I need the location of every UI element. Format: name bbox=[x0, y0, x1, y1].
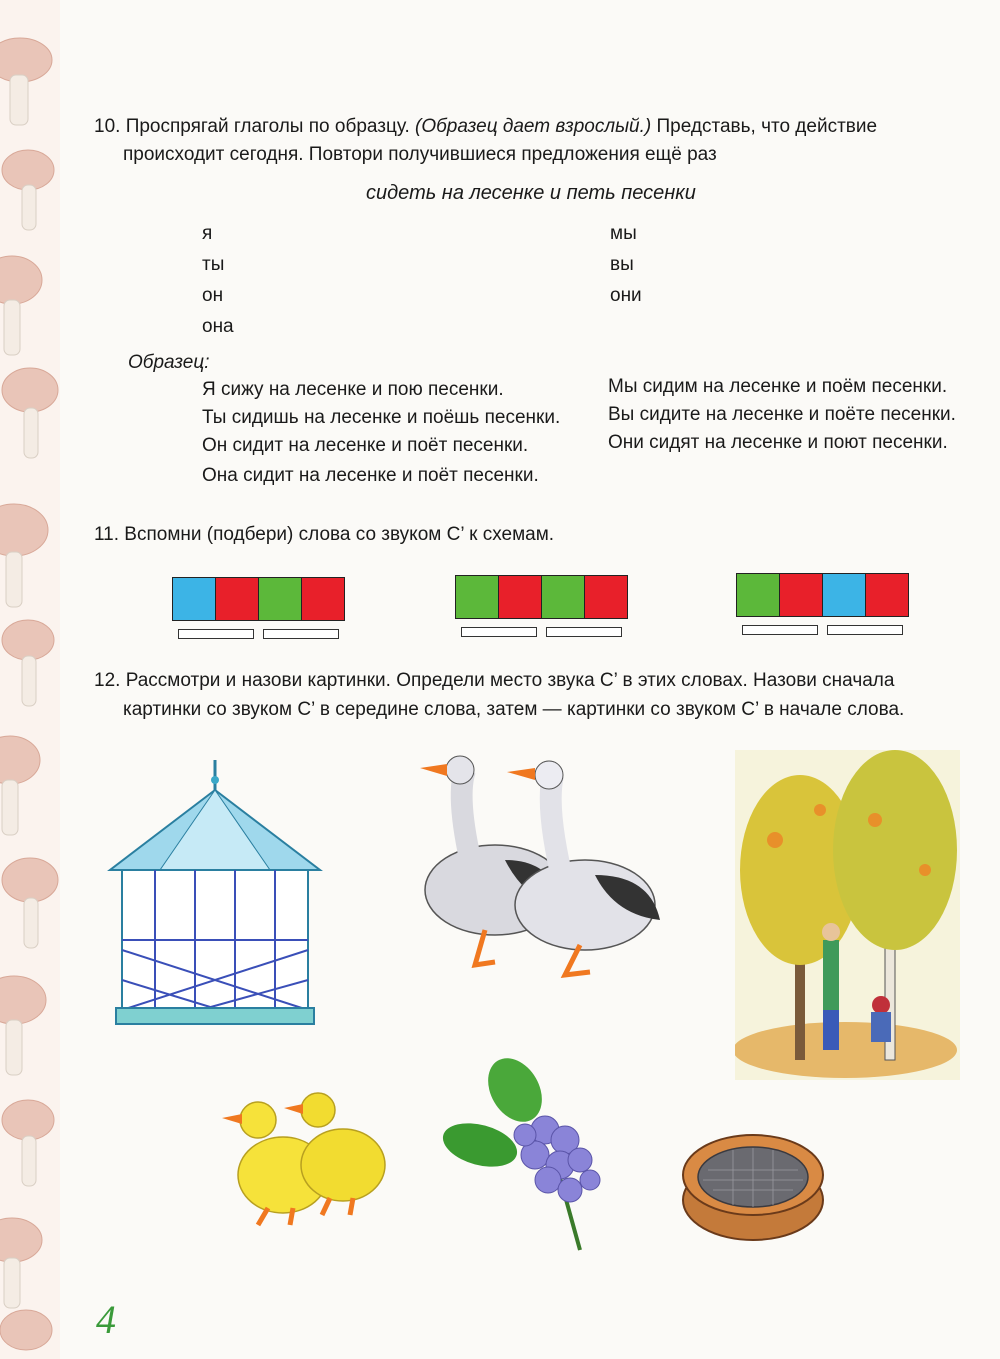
scheme-cell bbox=[456, 576, 499, 618]
scheme-cell bbox=[499, 576, 542, 618]
task10-phrase: сидеть на лесенке и петь песенки bbox=[366, 182, 696, 204]
scheme-cell bbox=[216, 578, 259, 620]
scheme-cell bbox=[737, 574, 780, 616]
task10-line1 bbox=[94, 114, 877, 140]
sound-scheme-1 bbox=[172, 577, 345, 639]
sample-left-4: Она сидит на лесенке и поёт песенки. bbox=[202, 465, 539, 486]
pronoun-vy: вы bbox=[610, 254, 634, 275]
task10-number: 10. bbox=[94, 116, 121, 137]
sieve-picture bbox=[678, 1115, 828, 1245]
scheme-cells bbox=[455, 575, 628, 619]
scheme-cell bbox=[866, 574, 908, 616]
sound-scheme-3 bbox=[736, 573, 909, 635]
sample-label: Образец: bbox=[128, 352, 210, 373]
scheme-cell bbox=[302, 578, 344, 620]
syllable-line bbox=[827, 625, 903, 635]
page-number: 4 bbox=[96, 1297, 116, 1342]
autumn-trees-picture bbox=[735, 750, 960, 1080]
scheme-cell bbox=[173, 578, 216, 620]
task10-instruction-tail: Представь, что действие bbox=[656, 116, 878, 137]
gazebo-picture bbox=[100, 760, 330, 1030]
scheme-cells bbox=[172, 577, 345, 621]
syllable-line bbox=[546, 627, 622, 637]
syllable-lines bbox=[455, 627, 628, 637]
task10-line2: происходит сегодня. Повтори получившиеся предложения ещё раз bbox=[123, 144, 717, 165]
geese-picture bbox=[415, 750, 665, 980]
task12-number: 12. bbox=[94, 670, 121, 691]
syllable-line bbox=[263, 629, 339, 639]
pronoun-ya: я bbox=[202, 223, 213, 244]
pronoun-on: он bbox=[202, 285, 224, 306]
syllable-line bbox=[178, 629, 254, 639]
scheme-cell bbox=[823, 574, 866, 616]
task11-instruction: Вспомни (подбери) слова со звуком С’ к схемам. bbox=[124, 524, 555, 545]
sample-left-1: Я сижу на лесенке и пою песенки. bbox=[202, 379, 504, 400]
task11-number: 11. bbox=[94, 524, 120, 545]
syllable-line bbox=[742, 625, 818, 635]
scheme-cell bbox=[259, 578, 302, 620]
task10-instruction: Проспрягай глаголы по образцу. bbox=[125, 116, 410, 137]
sample-left-3: Он сидит на лесенке и поёт песенки. bbox=[202, 435, 529, 456]
scheme-cell bbox=[780, 574, 823, 616]
syllable-lines bbox=[172, 629, 345, 639]
task11-line bbox=[94, 522, 554, 548]
scheme-cells bbox=[736, 573, 909, 617]
sound-scheme-2 bbox=[455, 575, 628, 637]
sample-left-2: Ты сидишь на лесенке и поёшь песенки. bbox=[202, 407, 561, 428]
sample-right-1: Мы сидим на лесенке и поём песенки. bbox=[608, 376, 948, 397]
scheme-cell bbox=[542, 576, 585, 618]
syllable-lines bbox=[736, 625, 909, 635]
sample-right-2: Вы сидите на лесенке и поёте песенки. bbox=[608, 404, 956, 425]
pronoun-my: мы bbox=[610, 223, 637, 244]
sample-right-3: Они сидят на лесенке и поют песенки. bbox=[608, 432, 948, 453]
goslings-picture bbox=[218, 1080, 388, 1230]
syllable-line bbox=[461, 627, 537, 637]
task12-instruction: Рассмотри и назови картинки. Определи место звука С’ в этих словах. Назови сначала bbox=[125, 670, 895, 691]
pronoun-ty: ты bbox=[202, 254, 225, 275]
task10-note: (Образец дает взрослый.) bbox=[415, 116, 652, 137]
task12-line1 bbox=[94, 668, 894, 694]
scheme-cell bbox=[585, 576, 627, 618]
pronoun-oni: они bbox=[610, 285, 642, 306]
lilac-picture bbox=[440, 1050, 620, 1255]
pronoun-ona: она bbox=[202, 316, 234, 337]
task12-line2: картинки со звуком С’ в середине слова, затем — картинки со звуком С’ в начале слова. bbox=[123, 699, 905, 720]
